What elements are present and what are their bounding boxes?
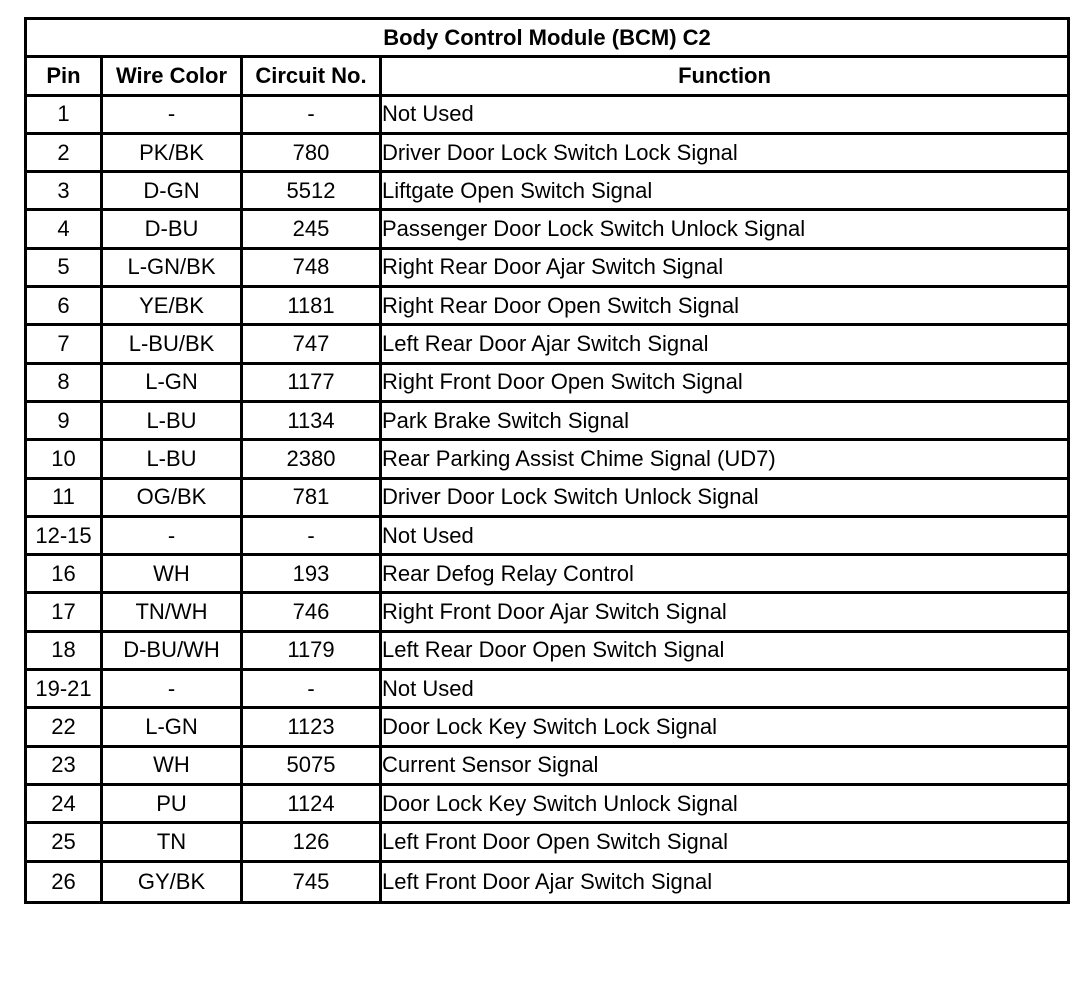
pin-cell: 4 [27, 211, 103, 249]
wire-color-cell: - [103, 671, 243, 709]
pin-cell: 25 [27, 824, 103, 862]
function-cell: Driver Door Lock Switch Unlock Signal [382, 480, 1067, 518]
pin-cell: 26 [27, 863, 103, 901]
wire-color-cell: WH [103, 748, 243, 786]
function-cell: Left Rear Door Open Switch Signal [382, 633, 1067, 671]
circuit-no-cell: 2380 [243, 441, 382, 479]
wire-color-cell: L-BU [103, 441, 243, 479]
wire-color-cell: TN/WH [103, 594, 243, 632]
circuit-no-cell: 193 [243, 556, 382, 594]
pin-cell: 7 [27, 326, 103, 364]
table-row [27, 633, 1067, 671]
circuit-no-cell: 1134 [243, 403, 382, 441]
function-cell: Driver Door Lock Switch Lock Signal [382, 135, 1067, 173]
wire-color-cell: L-GN [103, 365, 243, 403]
table-row [27, 556, 1067, 594]
wire-color-cell: - [103, 97, 243, 135]
function-cell: Right Front Door Ajar Switch Signal [382, 594, 1067, 632]
function-cell: Left Front Door Ajar Switch Signal [382, 863, 1067, 901]
table-row [27, 211, 1067, 249]
circuit-no-cell: - [243, 671, 382, 709]
circuit-no-cell: 245 [243, 211, 382, 249]
wire-color-cell: WH [103, 556, 243, 594]
table-row [27, 863, 1067, 901]
circuit-no-cell: 748 [243, 250, 382, 288]
circuit-no-cell: 746 [243, 594, 382, 632]
function-cell: Park Brake Switch Signal [382, 403, 1067, 441]
header-wire-color: Wire Color [103, 58, 243, 96]
wire-color-cell: GY/BK [103, 863, 243, 901]
function-cell: Not Used [382, 97, 1067, 135]
circuit-no-cell: 1179 [243, 633, 382, 671]
pin-cell: 17 [27, 594, 103, 632]
circuit-no-cell: 1123 [243, 709, 382, 747]
circuit-no-cell: 5075 [243, 748, 382, 786]
wire-color-cell: OG/BK [103, 480, 243, 518]
circuit-no-cell: 1181 [243, 288, 382, 326]
wire-color-cell: D-BU [103, 211, 243, 249]
circuit-no-cell: 747 [243, 326, 382, 364]
circuit-no-cell: - [243, 518, 382, 556]
circuit-no-cell: 1124 [243, 786, 382, 824]
wire-color-cell: PU [103, 786, 243, 824]
pin-cell: 9 [27, 403, 103, 441]
function-cell: Left Rear Door Ajar Switch Signal [382, 326, 1067, 364]
function-cell: Rear Parking Assist Chime Signal (UD7) [382, 441, 1067, 479]
table-row [27, 135, 1067, 173]
function-cell: Passenger Door Lock Switch Unlock Signal [382, 211, 1067, 249]
pin-cell: 22 [27, 709, 103, 747]
pin-cell: 8 [27, 365, 103, 403]
pin-cell: 19-21 [27, 671, 103, 709]
wire-color-cell: L-BU/BK [103, 326, 243, 364]
pin-cell: 3 [27, 173, 103, 211]
function-cell: Not Used [382, 671, 1067, 709]
wire-color-cell: L-GN [103, 709, 243, 747]
pin-cell: 24 [27, 786, 103, 824]
table-row [27, 709, 1067, 747]
function-cell: Liftgate Open Switch Signal [382, 173, 1067, 211]
table-row [27, 403, 1067, 441]
function-cell: Right Rear Door Open Switch Signal [382, 288, 1067, 326]
table-row [27, 97, 1067, 135]
wire-color-cell: PK/BK [103, 135, 243, 173]
header-pin: Pin [27, 58, 103, 96]
wire-color-cell: YE/BK [103, 288, 243, 326]
table-row [27, 250, 1067, 288]
pin-cell: 1 [27, 97, 103, 135]
table-row [27, 748, 1067, 786]
pin-cell: 6 [27, 288, 103, 326]
wire-color-cell: L-GN/BK [103, 250, 243, 288]
circuit-no-cell: 781 [243, 480, 382, 518]
pin-cell: 18 [27, 633, 103, 671]
table-row [27, 365, 1067, 403]
wire-color-cell: D-BU/WH [103, 633, 243, 671]
function-cell: Door Lock Key Switch Lock Signal [382, 709, 1067, 747]
table-row [27, 480, 1067, 518]
table-row [27, 671, 1067, 709]
table-row [27, 326, 1067, 364]
header-function: Function [382, 58, 1067, 96]
wire-color-cell: TN [103, 824, 243, 862]
circuit-no-cell: 745 [243, 863, 382, 901]
table-row [27, 594, 1067, 632]
pin-cell: 5 [27, 250, 103, 288]
circuit-no-cell: 1177 [243, 365, 382, 403]
circuit-no-cell: 5512 [243, 173, 382, 211]
function-cell: Right Rear Door Ajar Switch Signal [382, 250, 1067, 288]
title-row [27, 20, 1067, 58]
pin-cell: 2 [27, 135, 103, 173]
table-row [27, 824, 1067, 862]
header-row [27, 58, 1067, 96]
function-cell: Rear Defog Relay Control [382, 556, 1067, 594]
circuit-no-cell: 780 [243, 135, 382, 173]
table-row [27, 786, 1067, 824]
table-row [27, 441, 1067, 479]
pin-cell: 23 [27, 748, 103, 786]
table-row [27, 173, 1067, 211]
table-body [27, 97, 1067, 901]
wire-color-cell: D-GN [103, 173, 243, 211]
function-cell: Not Used [382, 518, 1067, 556]
pin-cell: 16 [27, 556, 103, 594]
pin-cell: 10 [27, 441, 103, 479]
bcm-c2-pinout-table [24, 17, 1070, 904]
pin-cell: 12-15 [27, 518, 103, 556]
pin-cell: 11 [27, 480, 103, 518]
table-row [27, 288, 1067, 326]
function-cell: Right Front Door Open Switch Signal [382, 365, 1067, 403]
function-cell: Current Sensor Signal [382, 748, 1067, 786]
wire-color-cell: L-BU [103, 403, 243, 441]
table-row [27, 518, 1067, 556]
circuit-no-cell: - [243, 97, 382, 135]
wire-color-cell: - [103, 518, 243, 556]
header-circuit-no: Circuit No. [243, 58, 382, 96]
circuit-no-cell: 126 [243, 824, 382, 862]
function-cell: Door Lock Key Switch Unlock Signal [382, 786, 1067, 824]
table-title: Body Control Module (BCM) C2 [27, 20, 1067, 58]
function-cell: Left Front Door Open Switch Signal [382, 824, 1067, 862]
